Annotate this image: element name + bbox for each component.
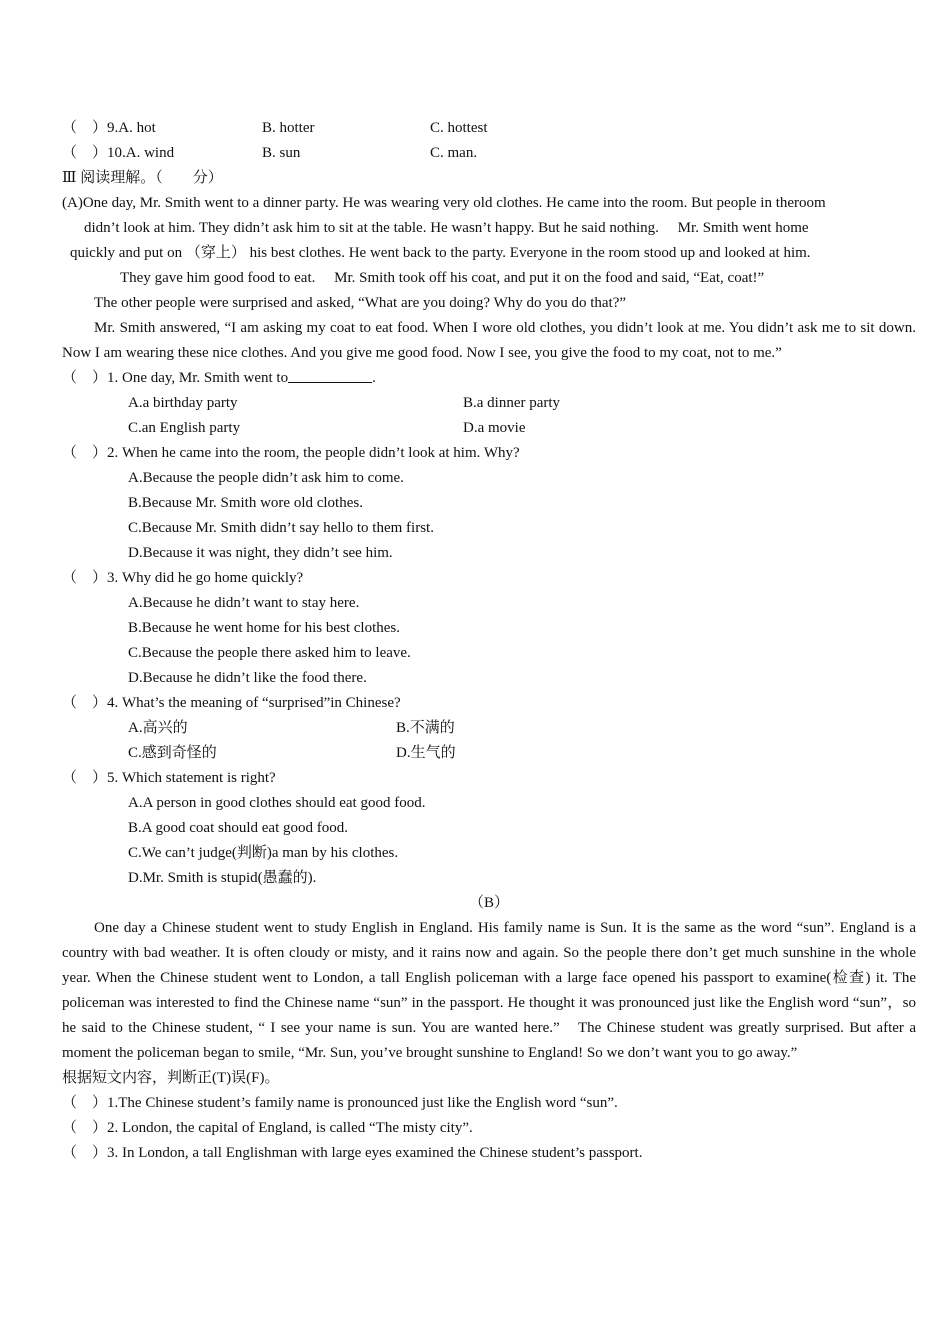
q10-stem: （ ）10.A. wind [62,145,175,161]
passage-a-paragraph-3: Mr. Smith answered, “I am asking my coat to eat food. When I wore old clothes, you didn’t look at me. You didn’t ask me to sit down. Now I am wearing these nice clothes. And you give me good food. Now I see, you give the food to my coat, not to me.” [62,320,916,361]
question-a-1-options-row-1: A.a birthday party B.a dinner party [128,395,561,411]
worksheet-page [62,116,916,1166]
question-a-2-option-c: C.Because Mr. Smith didn’t say hello to them first. [128,520,434,536]
question-a-5-option-c: C.We can’t judge(判断)a man by his clothes. [128,845,399,861]
q9-option-b: B. hotter [262,120,315,136]
true-false-statement-3: （ ）3. In London, a tall Englishman with large eyes examined the Chinese student’s passport. [62,1145,643,1161]
passage-a-line-3: quickly and put on （穿上） his best clothes. He went back to the party. Everyone in the room stood up and looked at him. [70,245,811,261]
question-a-5-option-d: D.Mr. Smith is stupid(愚蠢的). [128,870,317,886]
question-a-4-options-row-2: C.感到奇怪的 D.生气的 [128,745,456,761]
question-a-1-options-row-2: C.an English party D.a movie [128,420,526,436]
true-false-statement-2: （ ）2. London, the capital of England, is called “The misty city”. [62,1120,473,1136]
question-a-3: （ ）3. Why did he go home quickly? [62,570,304,586]
question-a-3-option-d: D.Because he didn’t like the food there. [128,670,367,686]
question-a-2: （ ）2. When he came into the room, the people didn’t look at him. Why? [62,445,520,461]
q10-option-c: C. man. [430,145,478,161]
section-3-title: Ⅲ 阅读理解。（ 分） [62,170,223,186]
question-a-3-option-c: C.Because the people there asked him to leave. [128,645,411,661]
passage-a [62,191,916,366]
question-a-3-option-a: A.Because he didn’t want to stay here. [128,595,360,611]
question-a-2-option-a: A.Because the people didn’t ask him to come. [128,470,404,486]
passage-b-instruction: 根据短文内容，判断正(T)误(F)。 [62,1070,280,1086]
q10-option-b: B. sun [262,145,301,161]
vocab-question-9 [62,116,916,141]
q9-stem: （ ）9.A. hot [62,120,156,136]
passage-a-line-4: They gave him good food to eat. Mr. Smith took off his coat, and put it on the food and said, “Eat, coat!” [120,270,765,286]
passage-a-paragraph-2: The other people were surprised and asked, “What are you doing? Why do you do that?” [94,295,627,311]
q9-option-c: C. hottest [430,120,488,136]
answer-blank [288,366,372,383]
question-a-5-option-a: A.A person in good clothes should eat good food. [128,795,426,811]
passage-a-line-1: (A)One day, Mr. Smith went to a dinner party. He was wearing very old clothes. He came into the room. But people in theroom [62,195,826,211]
question-a-2-option-d: D.Because it was night, they didn’t see him. [128,545,393,561]
question-a-5-option-b: B.A good coat should eat good food. [128,820,348,836]
true-false-statement-1: （ ）1.The Chinese student’s family name is pronounced just like the English word “sun”. [62,1095,618,1111]
question-a-4: （ ）4. What’s the meaning of “surprised”in Chinese? [62,695,401,711]
question-a-2-option-b: B.Because Mr. Smith wore old clothes. [128,495,363,511]
question-a-3-option-b: B.Because he went home for his best clothes. [128,620,401,636]
passage-b-text: One day a Chinese student went to study English in England. His family name is Sun. It is the same as the word “sun”. England is a country with bad weather. It is often cloudy or misty, and it rains now and again. So the people there don’t get much sunshine in the whole year. When the Chinese student went to London, a tall English policeman with a large face opened his passport to examine(检查) it. The policeman was interested to find the Chinese name “sun” in the passport. He thought it was pronounced just like the English word “sun”，so he said to the Chinese student, “ I see your name is sun. You are wanted here.” The Chinese student was greatly surprised. But after a moment the policeman began to smile, “Mr. Sun, you’ve brought sunshine to England! So we don’t want you to go away.” [62,920,916,1061]
passage-a-line-2: didn’t look at him. They didn’t ask him to sit at the table. He wasn’t happy. But he said nothing. Mr. Smith went home [84,220,809,236]
question-a-4-options-row-1: A.高兴的 B.不满的 [128,720,455,736]
vocab-question-10 [62,141,916,166]
question-a-1: （ ）1. One day, Mr. Smith went to . [62,366,916,391]
passage-b-heading: （B） [468,895,509,911]
question-a-5: （ ）5. Which statement is right? [62,770,276,786]
